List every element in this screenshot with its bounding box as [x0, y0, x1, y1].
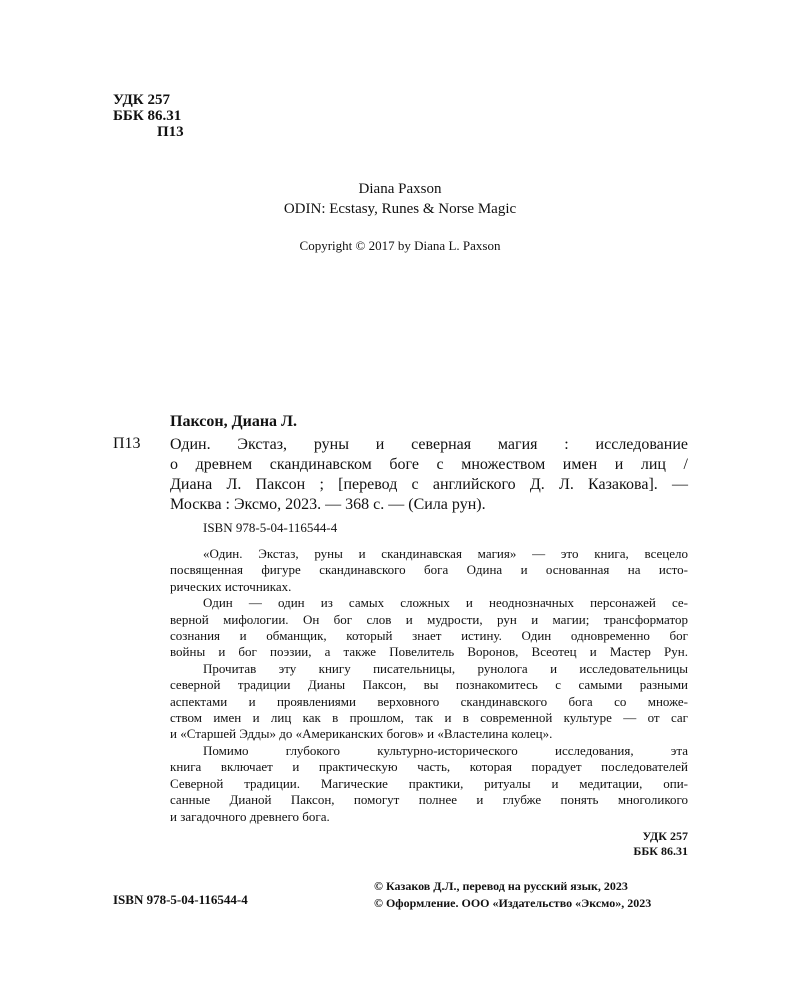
copyright-translation: © Казаков Д.Л., перевод на русский язык, 2023	[374, 879, 628, 893]
annotation-line: рических источниках.	[170, 578, 292, 594]
classification-codes-right	[560, 829, 688, 859]
annotation	[170, 546, 688, 825]
annotation-line: войны и бог поэзии, а также Повелитель Воронов, Всеотец и Мастер Рун.	[170, 644, 688, 660]
annotation-line: Помимо глубокого культурно-исторического исследования, эта	[203, 742, 688, 758]
udk-code-right: УДК 257	[642, 829, 688, 843]
annotation-line: «Один. Экстаз, руны и скандинавская магия» — это книга, всецело	[203, 546, 688, 561]
annotation-line: Один — один из самых сложных и неоднозначных персонажей се-	[203, 595, 688, 611]
annotation-line: и «Старшей Эдды» до «Американских богов» и «Властелина колец».	[170, 726, 553, 742]
bibliographic-description	[170, 435, 688, 515]
bibliographic-author-mark: П13	[113, 435, 141, 452]
isbn-footer: ISBN 978-5-04-116544-4	[113, 892, 248, 907]
bibliographic-line: Один. Экстаз, руны и северная магия : исследование	[170, 436, 688, 453]
copyright-notices	[374, 878, 651, 912]
author-mark: П13	[157, 124, 184, 140]
bibliographic-line: Диана Л. Паксон ; [перевод с английского Д. Л. Казакова]. —	[170, 476, 688, 493]
annotation-line: и загадочного древнего бога.	[170, 808, 330, 824]
isbn: ISBN 978-5-04-116544-4	[203, 520, 338, 535]
annotation-line: книга включает и практическую часть, которая порадует последователей	[170, 759, 688, 775]
annotation-line: сознания и обманщик, который знает истину. Один одновременно бог	[170, 628, 688, 644]
bbk-code-right: ББК 86.31	[633, 844, 688, 858]
annotation-line: аспектами и проявлениями верховного скандинавского бога со множе-	[170, 693, 688, 709]
bbk-code: ББК 86.31	[113, 108, 182, 124]
original-author: Diana Paxson	[358, 181, 442, 197]
classification-block	[113, 92, 184, 140]
annotation-line: Прочитав эту книгу писательницы, рунолога и исследовательницы	[203, 660, 688, 676]
annotation-line: ством имен и лиц как в прошлом, так и в современной культуре — от саг	[170, 710, 688, 726]
udk-code: УДК 257	[113, 92, 170, 108]
annotation-line: северной традиции Дианы Паксон, вы познакомитесь с самыми разными	[170, 677, 688, 693]
original-copyright: Copyright © 2017 by Diana L. Paxson	[299, 238, 501, 253]
bibliographic-author-heading: Паксон, Диана Л.	[170, 413, 297, 430]
copyright-design: © Оформление. ООО «Издательство «Эксмо», 2023	[374, 896, 652, 910]
annotation-line: Северной традиции. Магические практики, ритуалы и медитации, опи-	[170, 775, 688, 791]
bibliographic-line: о древнем скандинавском боге с множеством имен и лиц /	[170, 456, 688, 473]
annotation-line: санные Дианой Паксон, помогут полнее и глубже понять многоликого	[170, 792, 688, 808]
annotation-line: посвященная фигуре скандинавского бога Одина и основанная на исто-	[170, 562, 688, 578]
bibliographic-line: Москва : Эксмо, 2023. — 368 с. — (Сила рун).	[170, 496, 486, 513]
original-title: ODIN: Ecstasy, Runes & Norse Magic	[283, 201, 517, 217]
annotation-line: верной мифологии. Он бог слов и мудрости, рун и магии; трансформатор	[170, 611, 688, 627]
